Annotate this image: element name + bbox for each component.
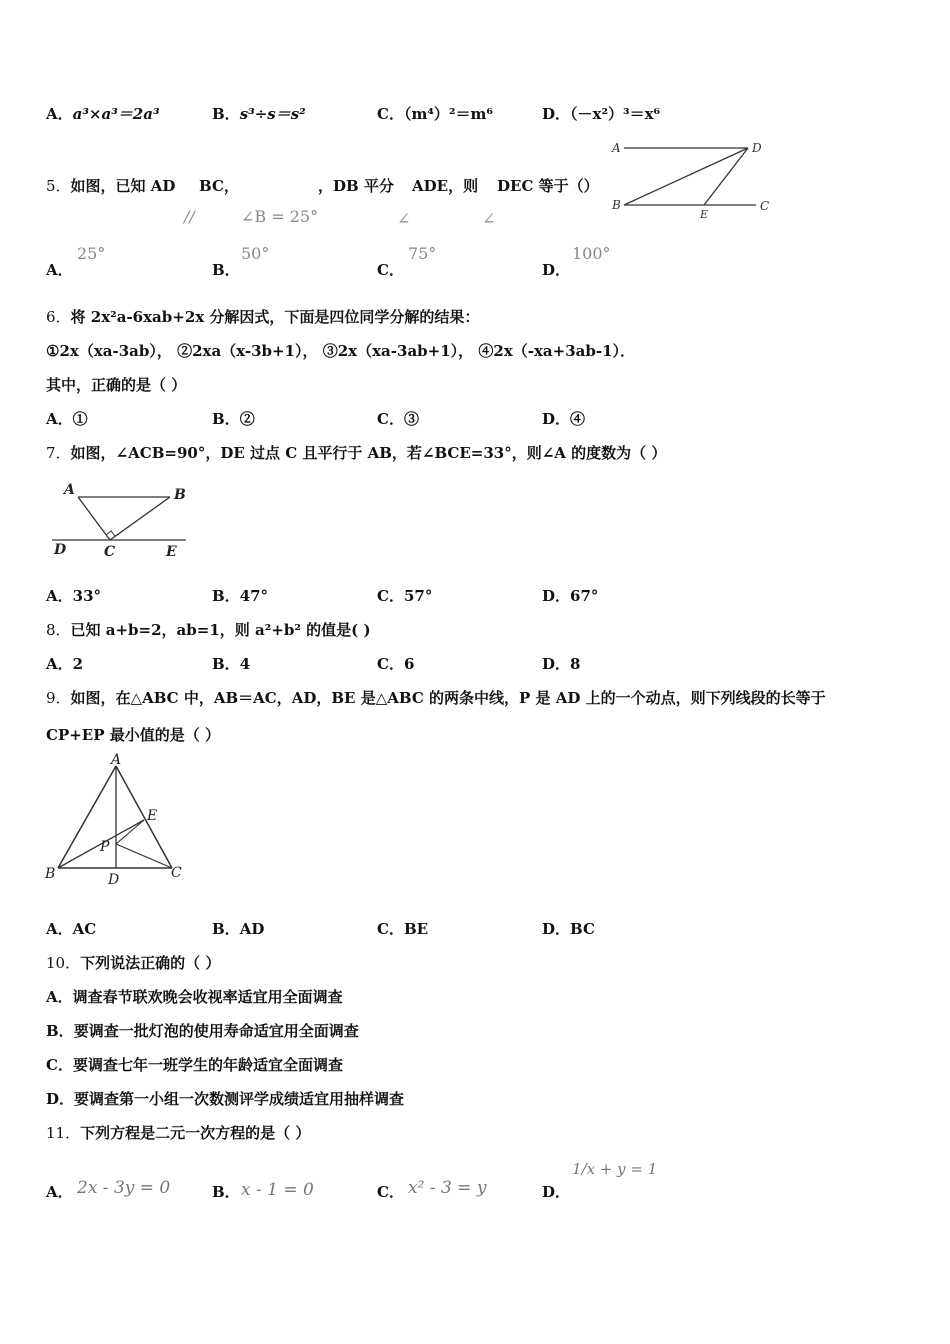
angle-b-value: ∠B = 25° (241, 207, 319, 226)
q11-stem: 11．下列方程是二元一次方程的是（ ） (46, 1124, 311, 1142)
q8-option-a[interactable]: A．2 (46, 655, 84, 673)
q9-option-c[interactable]: C．BE (377, 920, 429, 938)
line-ac (78, 497, 110, 540)
line-ac (116, 766, 172, 868)
q5-stem: 5．如图，已知 AD (46, 177, 176, 195)
q5-option-a-value: 25° (77, 244, 106, 263)
line-bc (110, 497, 170, 540)
label-e: E (147, 808, 158, 824)
q10-option-b[interactable]: B．要调查一批灯泡的使用寿命适宜用全面调查 (46, 1022, 359, 1040)
q6-option-a[interactable]: A．① (46, 410, 88, 428)
label-p: P (100, 839, 110, 855)
line-pe (116, 820, 144, 844)
q11-option-d[interactable]: D． (542, 1183, 571, 1201)
q10-option-a[interactable]: A．调查春节联欢晚会收视率适宜用全面调查 (46, 988, 343, 1006)
q10-option-d[interactable]: D．要调查第一小组一次数测评学成绩适宜用抽样调查 (46, 1090, 405, 1108)
q11-option-b-value: x - 1 = 0 (241, 1180, 314, 1200)
q5-figure (600, 136, 790, 226)
q7-option-a[interactable]: A．33° (46, 587, 102, 605)
q5-option-a[interactable]: A． (46, 261, 73, 279)
q8-option-d[interactable]: D．8 (542, 655, 581, 673)
q6-option-d[interactable]: D．④ (542, 410, 586, 428)
label-e: E (700, 208, 709, 221)
label-e: E (166, 544, 177, 560)
label-a: A (612, 141, 621, 155)
q5-stem-e: DEC 等于（） (497, 177, 599, 195)
q11-option-b[interactable]: B． (212, 1183, 240, 1201)
q8-stem: 8．已知 a+b=2，ab=1，则 a²+b² 的值是( ) (46, 621, 371, 639)
parallel-symbol: // (184, 207, 195, 226)
q5-option-c[interactable]: C． (377, 261, 404, 279)
angle-symbol-1: ∠ (397, 209, 411, 228)
angle-symbol-2: ∠ (482, 209, 496, 228)
q5-stem-d: ADE，则 (412, 177, 479, 195)
q4-option-a[interactable]: A．a³×a³＝2a³ (46, 105, 160, 123)
q4-option-b[interactable]: B．s³÷s＝s² (212, 105, 306, 123)
q4-option-c[interactable]: C．（m⁴）²＝m⁶ (377, 105, 493, 123)
q10-option-c[interactable]: C．要调查七年一班学生的年龄适宜全面调查 (46, 1056, 343, 1074)
q5-option-d-value: 100° (572, 244, 611, 263)
label-d: D (752, 141, 762, 155)
q11-option-a[interactable]: A． (46, 1183, 73, 1201)
q11-option-c-value: x² - 3 = y (408, 1178, 487, 1198)
q6-answers: ①2x（xa-3ab）， ②2xa（x-3b+1）， ③2x（xa-3ab+1）， ④2x（-xa+3ab-1）． (46, 342, 636, 360)
label-c: C (760, 199, 770, 213)
line-ed (704, 148, 748, 205)
q5-option-d[interactable]: D． (542, 261, 571, 279)
q9-option-d[interactable]: D．BC (542, 920, 595, 938)
label-b: B (612, 198, 621, 212)
label-d: D (108, 872, 120, 888)
q11-option-c[interactable]: C． (377, 1183, 404, 1201)
q7-option-d[interactable]: D．67° (542, 587, 599, 605)
q7-figure (46, 474, 196, 566)
label-b: B (174, 487, 186, 503)
right-angle-mark (106, 531, 115, 536)
q4-option-d[interactable]: D．（－x²）³＝x⁶ (542, 105, 661, 123)
q5-stem-b: BC， (199, 177, 239, 195)
label-a: A (64, 482, 75, 498)
q6-follow: 其中，正确的是（ ） (46, 376, 187, 394)
q10-stem: 10．下列说法正确的（ ） (46, 954, 221, 972)
q9-stem-line2: CP+EP 最小值的是（ ） (46, 726, 220, 744)
q5-option-c-value: 75° (408, 244, 437, 263)
q5-option-b[interactable]: B． (212, 261, 240, 279)
q7-option-b[interactable]: B．47° (212, 587, 269, 605)
q5-option-b-value: 50° (241, 244, 270, 263)
q9-option-b[interactable]: B．AD (212, 920, 265, 938)
q9-stem-line1: 9．如图，在△ABC 中，AB＝AC，AD，BE 是△ABC 的两条中线，P 是 AD 上的一个动点，则下列线段的长等于 (46, 689, 826, 707)
q7-stem: 7．如图，∠ACB=90°，DE 过点 C 且平行于 AB，若∠BCE=33°，则∠A 的度数为（ ） (46, 444, 667, 462)
q9-option-a[interactable]: A．AC (46, 920, 97, 938)
q9-figure (40, 750, 190, 890)
label-c: C (171, 865, 182, 881)
q7-option-c[interactable]: C．57° (377, 587, 433, 605)
q6-stem: 6．将 2x²a-6xab+2x 分解因式，下面是四位同学分解的结果： (46, 308, 480, 326)
q6-option-c[interactable]: C．③ (377, 410, 419, 428)
label-c: C (104, 544, 116, 560)
line-pc (116, 844, 172, 868)
q11-option-d-value: 1/x + y = 1 (572, 1160, 658, 1178)
q5-stem-c: ，DB 平分 (318, 177, 394, 195)
q6-option-b[interactable]: B．② (212, 410, 255, 428)
label-a: A (111, 752, 122, 768)
q11-option-a-value: 2x - 3y = 0 (77, 1178, 171, 1198)
label-b: B (45, 866, 56, 882)
q8-option-b[interactable]: B．4 (212, 655, 251, 673)
q8-option-c[interactable]: C．6 (377, 655, 415, 673)
label-d: D (54, 542, 67, 558)
line-bd (624, 148, 748, 205)
